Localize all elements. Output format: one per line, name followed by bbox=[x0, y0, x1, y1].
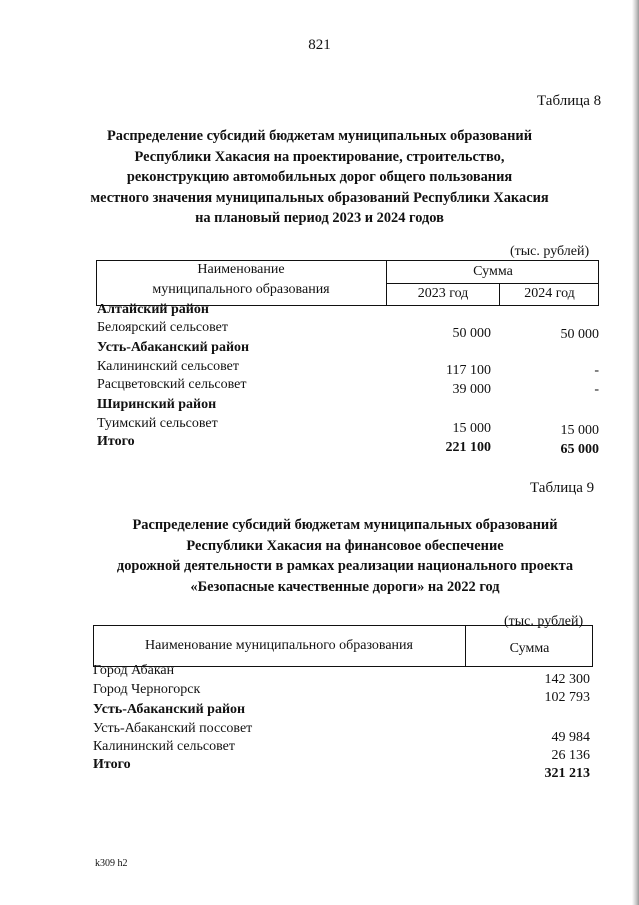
row-name: Усть-Абаканский район bbox=[93, 702, 246, 717]
table8-title-line: реконструкцию автомобильных дорог общего пользования bbox=[126, 169, 513, 185]
row-value: 321 213 bbox=[544, 766, 590, 781]
table9-label: Таблица 9 bbox=[530, 480, 595, 496]
row-name: Алтайский район bbox=[97, 302, 209, 317]
row-name: Белоярский сельсовет bbox=[97, 320, 228, 335]
row-value-2024: 50 000 bbox=[560, 327, 599, 342]
row-value-2023: 50 000 bbox=[452, 326, 491, 341]
row-value-2024: 15 000 bbox=[560, 423, 599, 438]
row-value: 102 793 bbox=[544, 690, 590, 705]
table9-title-line: Распределение субсидий бюджетам муниципальных образований bbox=[132, 517, 558, 533]
table8-header-year: 2024 год bbox=[524, 286, 575, 301]
row-name: Итого bbox=[93, 757, 131, 772]
table8-header-name: Наименование bbox=[197, 262, 285, 277]
row-name: Калининский сельсовет bbox=[93, 739, 235, 754]
table8-header-name: муниципального образования bbox=[152, 282, 330, 297]
table8-title-line: Распределение субсидий бюджетам муниципальных образований bbox=[107, 128, 532, 144]
table9-title-line: Республики Хакасия на финансовое обеспечение bbox=[186, 537, 504, 554]
row-name: Ширинский район bbox=[97, 397, 217, 412]
row-value-2024: - bbox=[594, 382, 599, 397]
row-name: Туимский сельсовет bbox=[97, 416, 218, 431]
row-value-2024: - bbox=[594, 363, 599, 378]
row-value-2023: 221 100 bbox=[445, 440, 491, 455]
table9-title bbox=[0, 515, 639, 597]
row-name: Расцветовский сельсовет bbox=[97, 377, 247, 392]
row-value: 142 300 bbox=[544, 672, 590, 687]
row-name: Город Черногорск bbox=[93, 682, 201, 697]
table9-header-sum: Сумма bbox=[509, 641, 550, 656]
row-name: Усть-Абаканский район bbox=[97, 340, 250, 355]
table8-label: Таблица 8 bbox=[537, 93, 602, 109]
table8-title-line: Республики Хакасия на проектирование, строительство, bbox=[134, 148, 505, 165]
table9-title-line: «Безопасные качественные дороги» на 2022 год bbox=[190, 578, 500, 595]
table8-header-year: 2023 год bbox=[417, 286, 469, 301]
row-name: Усть-Абаканский поссовет bbox=[93, 721, 253, 736]
table8-unit: (тыс. рублей) bbox=[510, 244, 590, 259]
table8-header-divider bbox=[386, 283, 599, 284]
footer-code: k309 h2 bbox=[95, 858, 128, 869]
table8-title bbox=[0, 126, 639, 229]
row-value: 49 984 bbox=[551, 730, 590, 745]
row-value-2023: 117 100 bbox=[446, 363, 491, 378]
table9-unit: (тыс. рублей) bbox=[504, 614, 584, 629]
row-value-2023: 15 000 bbox=[452, 421, 491, 436]
table8-title-line: местного значения муниципальных образований Республики Хакасия bbox=[90, 189, 549, 206]
row-name: Калининский сельсовет bbox=[97, 359, 239, 374]
row-value-2023: 39 000 bbox=[452, 382, 491, 397]
table9-title-line: дорожной деятельности в рамках реализации национального проекта bbox=[116, 558, 574, 574]
table8-header-sum: Сумма bbox=[473, 264, 513, 279]
table8-title-line: на плановый период 2023 и 2024 годов bbox=[195, 210, 444, 226]
row-name: Итого bbox=[97, 434, 135, 449]
row-name: Город Абакан bbox=[93, 663, 175, 678]
page-number: 821 bbox=[308, 37, 331, 53]
row-value-2024: 65 000 bbox=[560, 442, 599, 457]
row-value: 26 136 bbox=[551, 748, 590, 763]
table9-header-name: Наименование муниципального образования bbox=[145, 638, 413, 653]
